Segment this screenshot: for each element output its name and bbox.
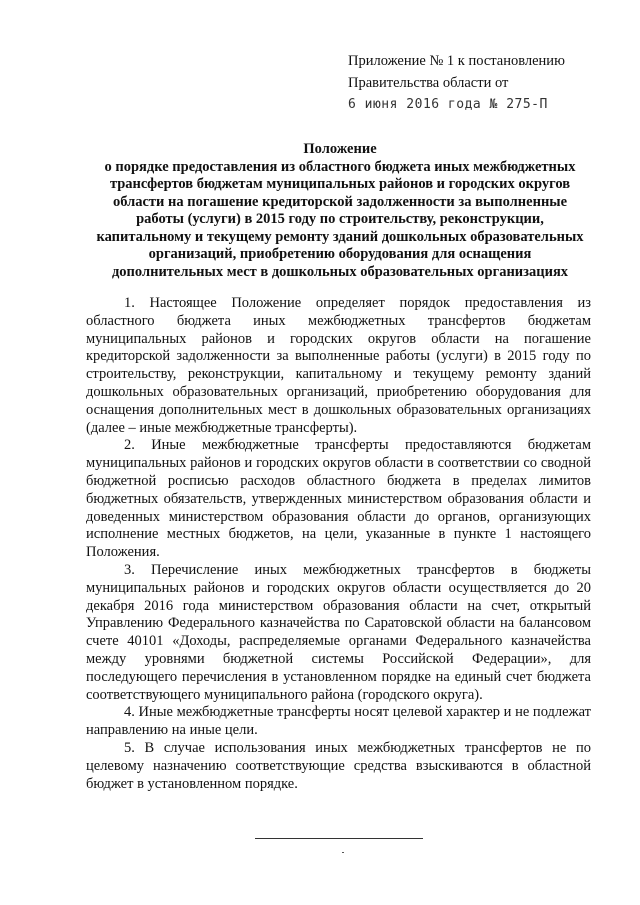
paragraph-2: 2. Иные межбюджетные трансферты предоставляются бюджетам муниципальных районов и городских округов области в соответствии со сводной бюджетной росписью расходов областного бюджета в пределах лимитов бюджетных обязательств, утвержденных министерством образования области и доведенных министерством образования области до органов, организующих исполнение местных бюджетов, на цели, указанные в пункте 1 настоящего Положения.: [86, 437, 591, 561]
title-line: области на погашение кредиторской задолженности за выполненные: [112, 193, 568, 210]
appendix-date-number: 6 июня 2016 года № 275-П: [348, 97, 548, 112]
paragraph-4: 4. Иные межбюджетные трансферты носят целевой характер и не подлежат направлению на иные цели.: [86, 704, 591, 739]
title-line: о порядке предоставления из областного бюджета иных межбюджетных: [104, 158, 576, 175]
title-line: капитальному и текущему ремонту зданий дошкольных образовательных: [96, 228, 584, 245]
document-title: [60, 141, 620, 281]
paragraph-5: 5. В случае использования иных межбюджетных трансфертов не по целевому назначению соответствующие средства взыскиваются в областной бюджет в установленном порядке.: [86, 739, 591, 792]
scan-speck: [342, 852, 344, 853]
end-separator-line: [255, 838, 423, 839]
document-body: [86, 295, 591, 793]
paragraph-1: 1. Настоящее Положение определяет порядок предоставления из областного бюджета иных межбюджетных трансфертов бюджетам муниципальных районов и городских округов области на погашение кредиторской задолженности за выполненные работы (услуги) в 2015 году по строительству, реконструкции, капитальному и текущему ремонту зданий дошкольных образовательных организаций, приобретению оборудования для оснащения дополнительных мест в дошкольных образовательных организациях (далее – иные межбюджетные трансферты).: [86, 295, 591, 436]
appendix-line-1: Приложение № 1 к постановлению: [348, 53, 565, 69]
appendix-line-2: Правительства области от: [348, 75, 509, 91]
title-line: работы (услуги) в 2015 году по строительству, реконструкции,: [136, 211, 544, 227]
title-line: дополнительных мест в дошкольных образовательных организациях: [111, 263, 569, 280]
title-line: трансфертов бюджетам муниципальных районов и городских округов: [109, 176, 571, 192]
appendix-header: [348, 50, 618, 116]
title-line: организаций, приобретению оборудования для оснащения: [148, 246, 532, 262]
paragraph-3: 3. Перечисление иных межбюджетных трансфертов в бюджеты муниципальных районов и городских округов области осуществляется до 20 декабря 2016 года министерством образования области на счет, открытый Управлению Федерального казначейства по Саратовской области на балансовом счете 40101 «Доходы, распределяемые органами Федерального казначейства между уровнями бюджетной системы Российской Федерации», для последующего перечисления в установленном порядке на единый счет бюджета соответствующего муниципального района (городского округа).: [86, 561, 591, 703]
title-heading: Положение: [303, 141, 377, 157]
